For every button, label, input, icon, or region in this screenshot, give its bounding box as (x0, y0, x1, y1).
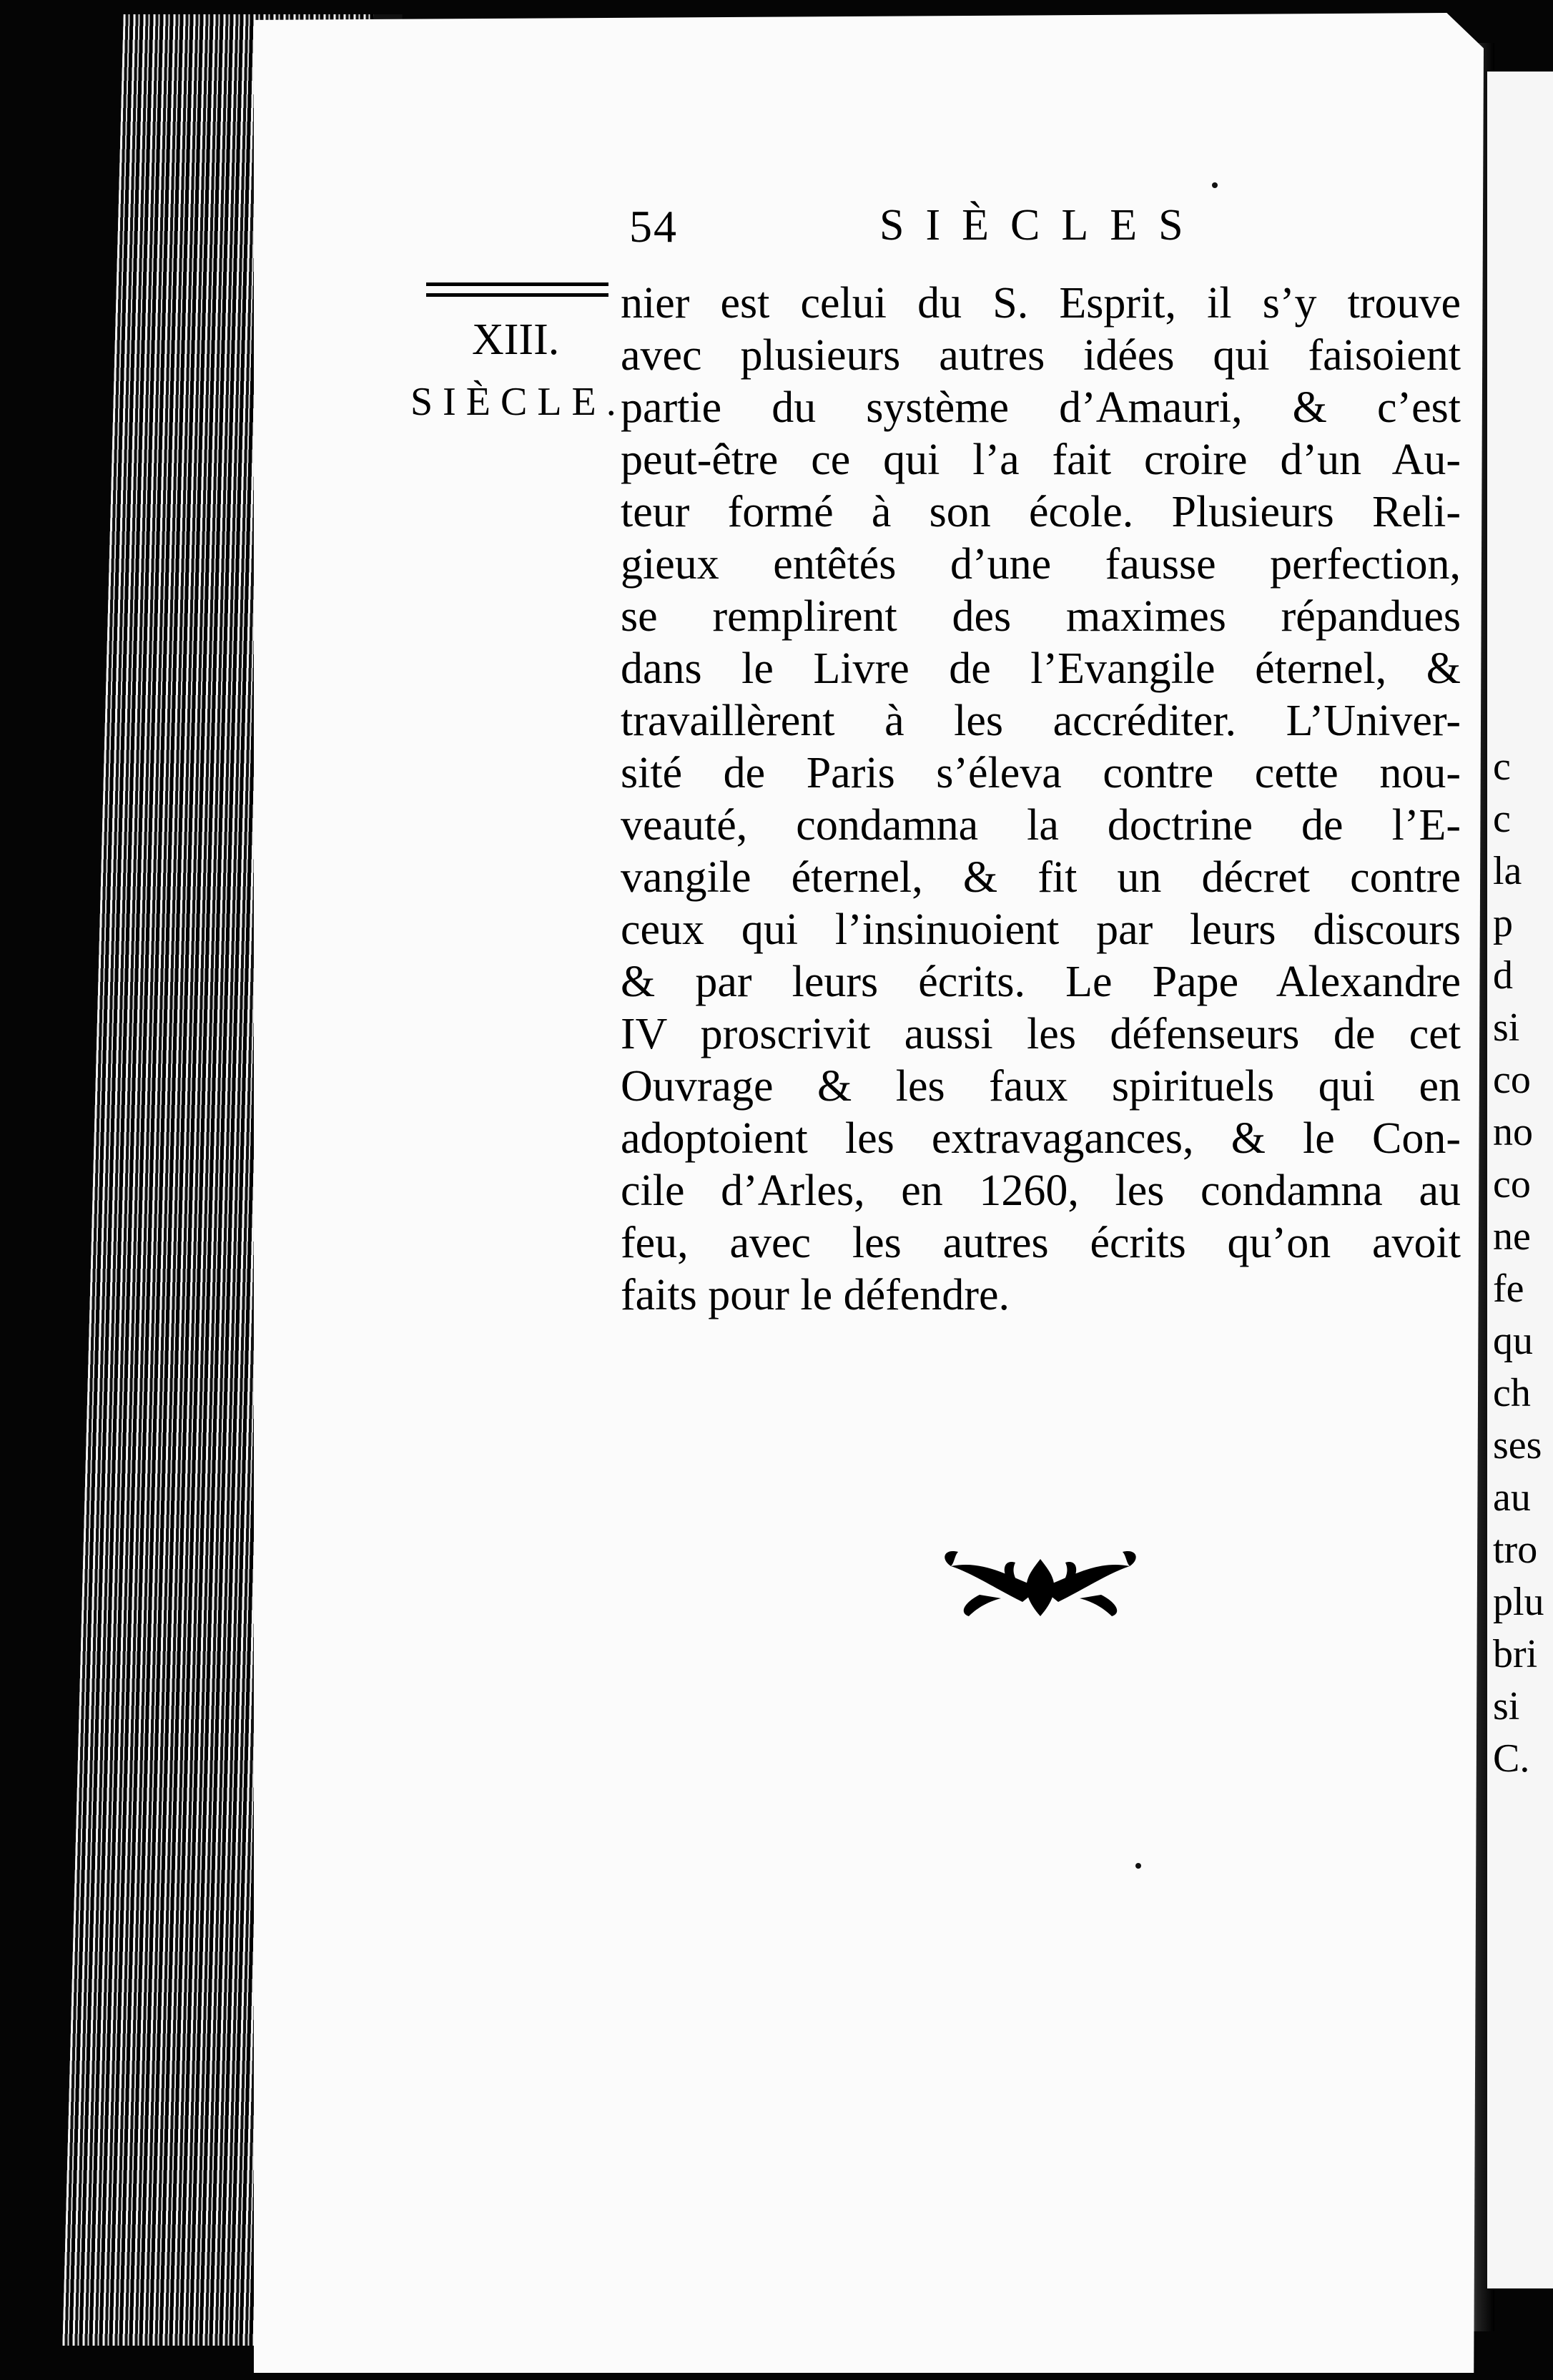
text-line: Ouvrage & les faux spirituels qui en (621, 1062, 1461, 1111)
running-head (629, 200, 1344, 265)
text-line: veauté, condamna la doctrine de l’E- (621, 801, 1461, 850)
adjacent-page-fragment: la (1493, 849, 1522, 893)
adjacent-page-fragment: d (1493, 953, 1513, 998)
text-line: ceux qui l’insinuoient par leurs discours (621, 905, 1461, 954)
margin-double-rule (426, 282, 608, 297)
text-line: adoptoient les extravagances, & le Con- (621, 1114, 1461, 1163)
adjacent-page-fragment: ch (1493, 1371, 1531, 1415)
text-line: dans le Livre de l’Evangile éternel, & (621, 644, 1461, 693)
adjacent-page-fragment: no (1493, 1110, 1533, 1154)
ink-speck (1212, 182, 1218, 188)
adjacent-page-fragment: ses (1493, 1423, 1542, 1467)
adjacent-page-fragment: c (1493, 744, 1511, 789)
text-line: cile d’Arles, en 1260, les condamna au (621, 1166, 1461, 1215)
text-line: nier est celui du S. Esprit, il s’y trouve (621, 279, 1461, 328)
text-line: faits pour le défendre. (621, 1271, 1010, 1319)
adjacent-page (1487, 72, 1553, 2288)
adjacent-page-fragment: si (1493, 1684, 1520, 1729)
text-line: peut-être ce qui l’a fait croire d’un Au- (621, 436, 1461, 484)
text-line: vangile éternel, & fit un décret contre (621, 853, 1461, 902)
adjacent-page-fragment: bri (1493, 1632, 1538, 1676)
adjacent-page-fragment: fe (1493, 1267, 1524, 1311)
adjacent-page-fragment: si (1493, 1005, 1520, 1050)
text-line: & par leurs écrits. Le Pape Alexandre (621, 958, 1461, 1006)
page-number: 54 (629, 201, 678, 252)
margin-siecle-label: SIÈCLE. (410, 380, 626, 424)
adjacent-page-fragment: tro (1493, 1528, 1538, 1572)
text-line: teur formé à son école. Plusieurs Reli- (621, 488, 1461, 536)
running-title: SIÈCLES (879, 201, 1205, 250)
ink-speck (1135, 1863, 1141, 1869)
adjacent-page-fragment: co (1493, 1058, 1531, 1102)
text-line: avec plusieurs autres idées qui faisoient (621, 331, 1461, 380)
margin-century: XIII. (472, 315, 560, 364)
text-line: feu, avec les autres écrits qu’on avoit (621, 1219, 1461, 1267)
adjacent-page-fragment: C. (1493, 1736, 1530, 1781)
adjacent-page-fragment: p (1493, 901, 1513, 945)
adjacent-page-fragment: qu (1493, 1319, 1533, 1363)
text-line: partie du système d’Amauri, & c’est (621, 383, 1461, 432)
body-text (621, 277, 1461, 1322)
text-line: travaillèrent à les accréditer. L’Univer- (621, 697, 1461, 745)
text-line: IV proscrivit aussi les défenseurs de cet (621, 1010, 1461, 1058)
adjacent-page-fragment: ne (1493, 1214, 1531, 1259)
adjacent-page-fragment: co (1493, 1162, 1531, 1206)
adjacent-page-fragment: plu (1493, 1580, 1544, 1624)
text-line: sité de Paris s’éleva contre cette nou- (621, 749, 1461, 797)
text-line: se remplirent des maximes répandues (621, 592, 1461, 641)
ornament-fleuron-icon (937, 1545, 1144, 1623)
text-line: gieux entêtés d’une fausse perfection, (621, 540, 1461, 589)
adjacent-page-fragment: au (1493, 1475, 1531, 1520)
adjacent-page-fragment: c (1493, 797, 1511, 841)
